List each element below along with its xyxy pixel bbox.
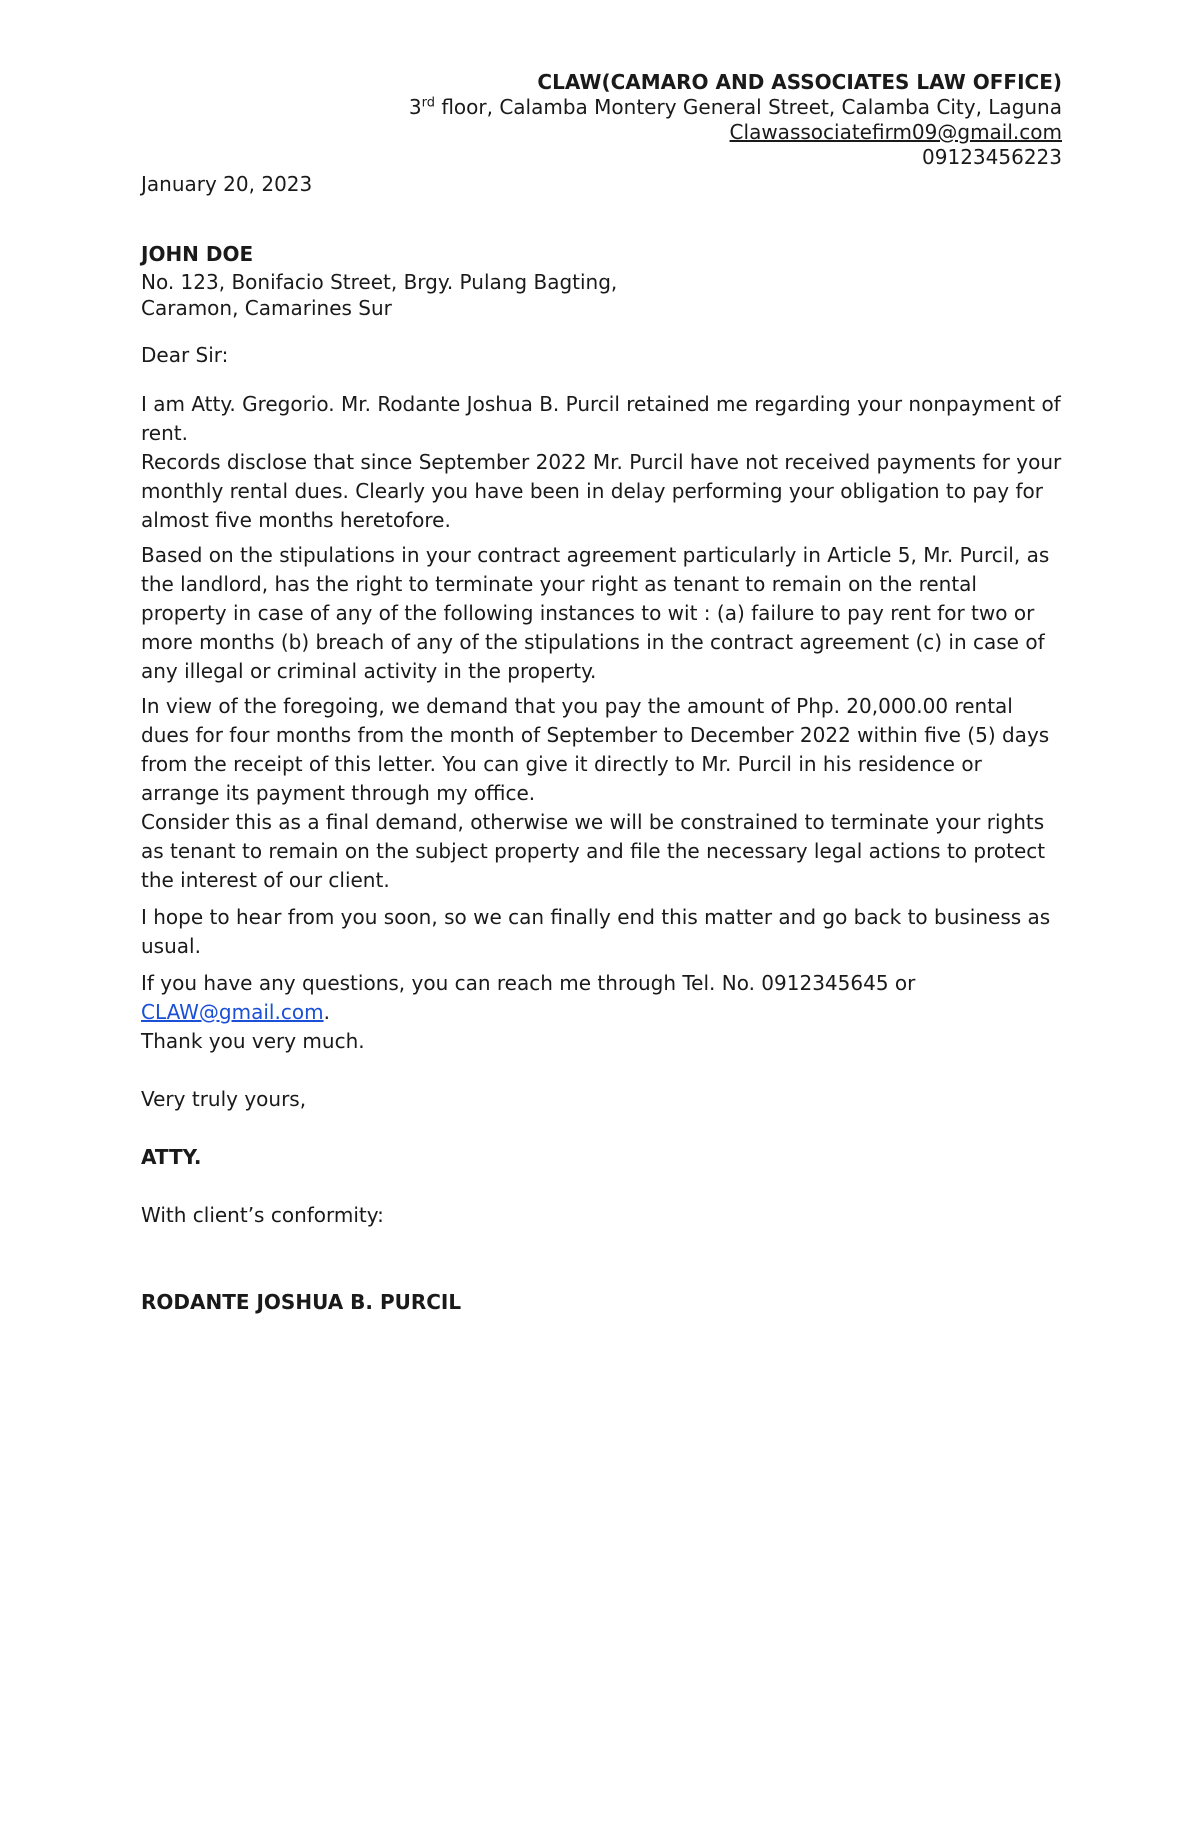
paragraph-final-demand: Consider this as a final demand, otherwise we will be constrained to terminate your rights as tenant to remain on the subject property and file the necessary legal actions to protect the interest of our client. (141, 810, 1046, 892)
closing: Very truly yours, (141, 1087, 307, 1111)
contact-end: . (323, 1000, 330, 1024)
firm-phone: 09123456223 (922, 145, 1062, 169)
letterhead (409, 70, 1062, 170)
address-floor-number: 3 (408, 95, 422, 119)
contact-text: If you have any questions, you can reach me through Tel. No. 0912345645 or (141, 971, 916, 995)
paragraph-intro: I am Atty. Gregorio. Mr. Rodante Joshua B. Purcil retained me regarding your nonpayment of rent. (141, 392, 1061, 445)
recipient-address-line1: No. 123, Bonifacio Street, Brgy. Pulang Bagting, (141, 270, 618, 294)
conformity-label: With client’s conformity: (141, 1203, 384, 1227)
recipient-address-line2: Caramon, Camarines Sur (141, 296, 392, 320)
firm-email[interactable]: Clawassociatefirm09@gmail.com (729, 120, 1062, 144)
paragraph-stipulations: Based on the stipulations in your contract agreement particularly in Article 5, Mr. Purcil, as the landlord, has the right to terminate your right as tenant to remain on the rental property in case of any of the following instances to wit : (a) failure to pay rent for two or more months (b) breach of any of the stipulations in the contract agreement (c) in case of any illegal or criminal activity in the property. (141, 543, 1050, 683)
letter-content (141, 170, 1066, 1317)
contact-email-link[interactable]: CLAW@gmail.com (141, 1000, 324, 1024)
firm-address (409, 95, 1062, 120)
signatory: ATTY. (141, 1145, 202, 1169)
paragraph-thanks: Thank you very much. (141, 1029, 365, 1053)
recipient-name: JOHN DOE (141, 242, 254, 266)
paragraph-hope: I hope to hear from you soon, so we can finally end this matter and go back to business as usual. (141, 905, 1051, 958)
salutation: Dear Sir: (141, 343, 229, 367)
address-floor-suffix: rd (421, 95, 435, 111)
firm-name: CLAW(CAMARO AND ASSOCIATES LAW OFFICE) (537, 70, 1062, 94)
paragraph-contact (141, 969, 1066, 1027)
paragraph-records: Records disclose that since September 2022 Mr. Purcil have not received payments for your monthly rental dues. Clearly you have been in delay performing your obligation to pay for almost five months heretofore. (141, 450, 1062, 532)
client-name: RODANTE JOSHUA B. PURCIL (141, 1290, 462, 1314)
letter-date: January 20, 2023 (141, 172, 313, 196)
address-rest: floor, Calamba Montery General Street, Calamba City, Laguna (434, 95, 1062, 119)
paragraph-demand: In view of the foregoing, we demand that you pay the amount of Php. 20,000.00 rental dues for four months from the month of September to December 2022 within five (5) days from the receipt of this letter. You can give it directly to Mr. Purcil in his residence or arrange its payment through my office. (141, 694, 1050, 805)
